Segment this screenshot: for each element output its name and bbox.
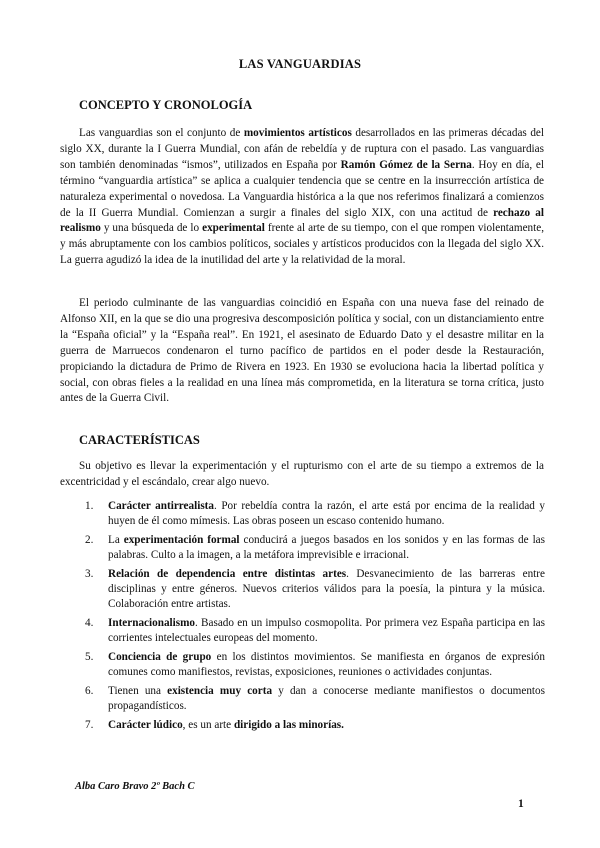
bold-text: Ramón Gómez de la Serna — [340, 158, 472, 171]
bold-text: experimentación formal — [123, 534, 240, 546]
item-text — [108, 719, 344, 731]
text-run: , es un arte — [182, 719, 234, 732]
item-text — [108, 651, 545, 678]
item-text — [108, 534, 545, 561]
bold-text: rechazo al realismo — [60, 206, 544, 235]
page-number: 1 — [518, 798, 524, 810]
bold-text: existencia muy corta — [167, 685, 273, 698]
text-run: . Hoy en día, el término “vanguardia artística” se aplica a cualquier tendencia que se centre en la insurrección artística de naturaleza experimental o novedosa. La Vanguardia histórica a la que nos referimos finalizará a comienzos de la II Guerra Mundial. Comienzan a surgir a finales del siglo XIX, con una actitud de — [60, 158, 544, 219]
paragraph-caracteristicas-intro — [60, 459, 544, 491]
item-number: 4. — [85, 617, 94, 630]
item-number: 1. — [85, 500, 94, 512]
paragraph-concepto-2 — [60, 296, 544, 407]
bold-text: Conciencia de grupo — [108, 651, 212, 664]
bold-text: dirigido a las minorías. — [233, 719, 344, 732]
text-run: . Por rebeldía contra la razón, el arte está por encima de la realidad y huyen de él como mímesis. Las obras poseen un escaso contenido humano. — [108, 500, 545, 528]
characteristic-item — [85, 567, 545, 613]
characteristics-list — [85, 499, 545, 737]
bold-text: experimental — [202, 222, 265, 235]
bold-text: Carácter antirrealista — [108, 500, 214, 512]
text-run: conducirá a juegos basados en los sonidos y en las formas de las palabras. Culto a la imagen, a la metáfora imprevisible e irracional. — [108, 534, 545, 562]
text-run: desarrollados en las primeras décadas del siglo XX, durante la I Guerra Mundial, con afán de rebeldía y de ruptura con el pasado. Las vanguardias son también denominadas “ismos”, utilizados en España por — [60, 127, 544, 171]
item-text — [108, 568, 545, 610]
item-number: 5. — [85, 651, 94, 664]
text-run: El periodo culminante de las vanguardias coincidió en España con una nueva fase del reinado de Alfonso XII, en la que se dio una progresiva descomposición política y social, con un distanciamiento entre la “España oficial” y la “España real”. En 1921, el asesinato de Eduardo Dato y el desastre militar en la guerra de Marruecos condenaron el turno pacífico de partidos en el poder desde la Restauración, propiciando la dictadura de Primo de Rivera en 1923. En 1930 se evoluciona hacia la libertad política y social, con obras fieles a la realidad en una línea más comprometida, en la literatura se torna crítica, justo antes de la Guerra Civil. — [60, 297, 544, 405]
item-number: 3. — [85, 568, 94, 580]
characteristic-item — [85, 616, 545, 646]
footer-author: Alba Caro Bravo 2º Bach C — [75, 781, 195, 792]
bold-text: Relación de dependencia entre distintas artes — [108, 568, 347, 580]
text-run: La — [108, 534, 124, 546]
characteristic-item — [85, 718, 545, 733]
text-run: y una búsqueda de lo — [100, 222, 203, 235]
item-number: 7. — [85, 719, 94, 732]
document-title: LAS VANGUARDIAS — [238, 57, 362, 71]
text-run: en los distintos movimientos. Se manifiesta en órganos de expresión comunes como manifiestos, revistas, exposiciones, reuniones o actividades conjuntas. — [108, 651, 545, 679]
bold-text: Internacionalismo — [108, 617, 196, 630]
characteristic-item — [85, 499, 545, 529]
bold-text: movimientos artísticos — [243, 127, 352, 139]
item-text — [108, 685, 545, 712]
text-run: . Basado en un impulso cosmopolita. Por primera vez España participa en las corrientes intelectuales europeas del momento. — [108, 617, 545, 645]
bold-text: Carácter lúdico — [108, 719, 183, 732]
characteristic-item — [85, 684, 545, 714]
text-run: . Desvanecimiento de las barreras entre disciplinas y entre géneros. Nuevos criterios válidos para la poesía, la pintura y la música. Colaboración entre artistas. — [108, 568, 545, 611]
item-text — [108, 617, 545, 644]
item-number: 6. — [85, 685, 94, 698]
text-run: y dan a conocerse mediante manifiestos o documentos propagandísticos. — [108, 685, 545, 713]
characteristic-item — [85, 650, 545, 680]
section-heading-caracteristicas: CARACTERÍSTICAS — [79, 433, 200, 447]
text-run: Las vanguardias son el conjunto de — [79, 127, 244, 139]
item-text — [108, 500, 545, 527]
text-run: frente al arte de su tiempo, con el que rompen violentamente, y más abruptamente con los cambios políticos, sociales y artísticos producidos con la llegada del siglo XX. La guerra agudizó la idea de la inutilidad del arte y la relatividad de la moral. — [60, 222, 544, 267]
text-run: Tienen una — [108, 685, 168, 698]
paragraph-concepto-1 — [60, 126, 544, 269]
characteristic-item — [85, 533, 545, 563]
text-run: Su objetivo es llevar la experimentación y el rupturismo con el arte de su tiempo a extremos de la excentricidad y el escándalo, crear algo nuevo. — [60, 460, 544, 488]
item-number: 2. — [85, 534, 94, 546]
section-heading-concepto: CONCEPTO Y CRONOLOGÍA — [79, 98, 253, 112]
